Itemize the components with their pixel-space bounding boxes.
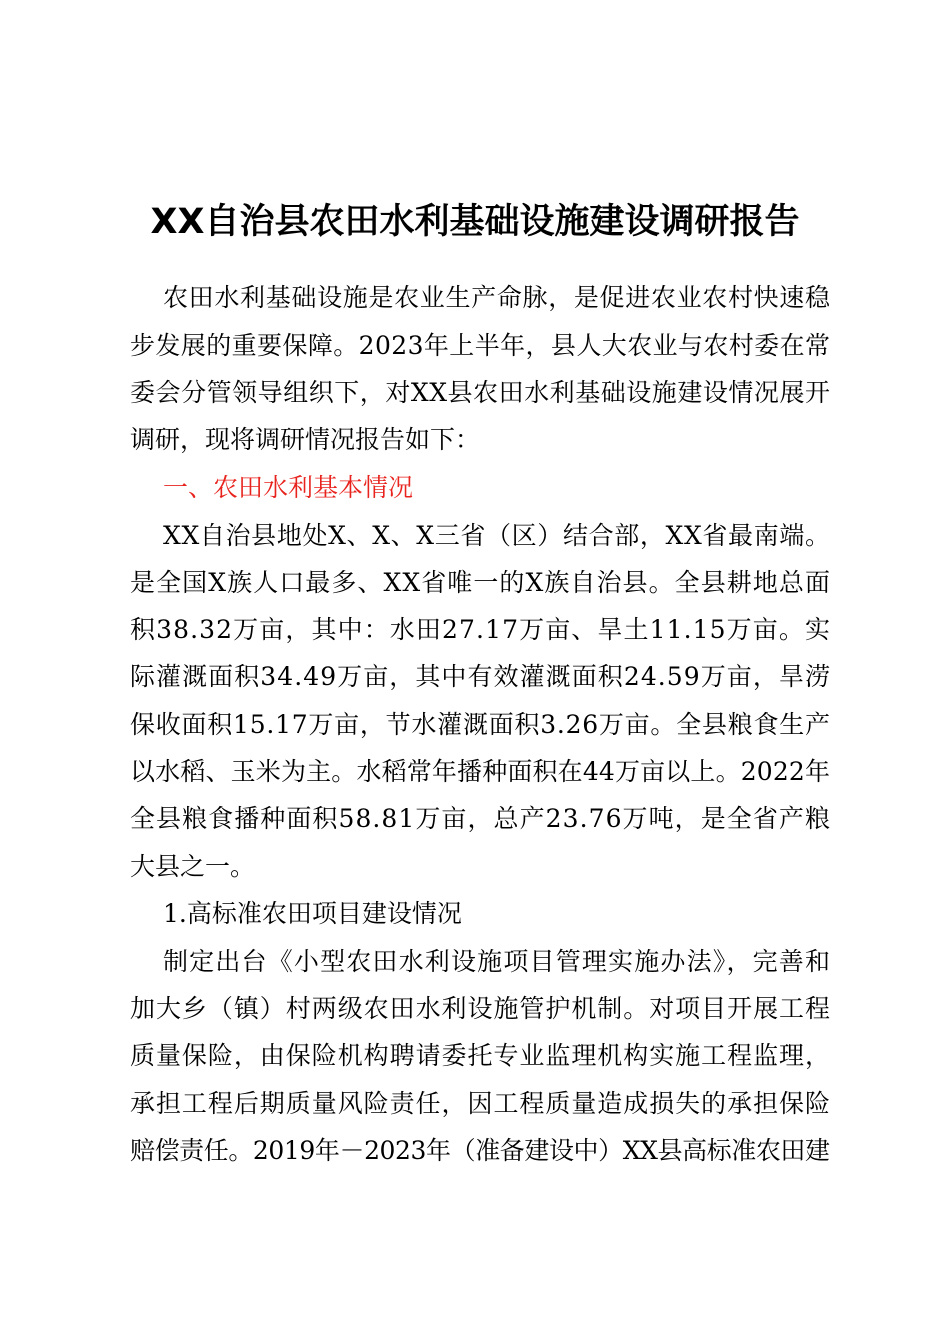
document-page: XX自治县农田水利基础设施建设调研报告 农田水利基础设施是农业生产命脉，是促进农业农村快速稳 步发展的重要保障。2023年上半年，县人大农业与农村委在常 委会分管领导组织下，对XX县农田水利基础设施建设情况展开 调研，现将调研情况报告如下： 一、农田水利基本情况 XX自治县地处X、X、X三省（区）结合部，XX省最南端。 是全国X族人口最多、XX省唯一的X族自治县。全县耕地总面 积38.32万亩，其中：水田27.17万亩、旱土11.15万亩。实 际灌溉面积34.49万亩，其中有效灌溉面积24.59万亩，旱涝 保收面积15.17万亩，节水灌溉面积3.26万亩。全县粮食生产 以水稻、玉米为主。水稻常年播种面积在44万亩以上。2022年 全县粮食播种面积58.81万亩，总产23.76万吨，是全省产粮 大县之一。 1.高标准农田项目建设情况 制定出台《小型农田水利设施项目管理实施办法》，完善和 加大乡（镇）村两级农田水利设施管护机制。对项目开展工程 质量保险，由保险机构聘请委托专业监理机构实施工程监理， 承担工程后期质量风险责任，因工程质量造成损失的承担保险 赔偿责任。2019年－2023年（准备建设中）XX县高标准农田建 (0, 0, 950, 1344)
document-title: XX自治县农田水利基础设施建设调研报告 (150, 202, 800, 242)
